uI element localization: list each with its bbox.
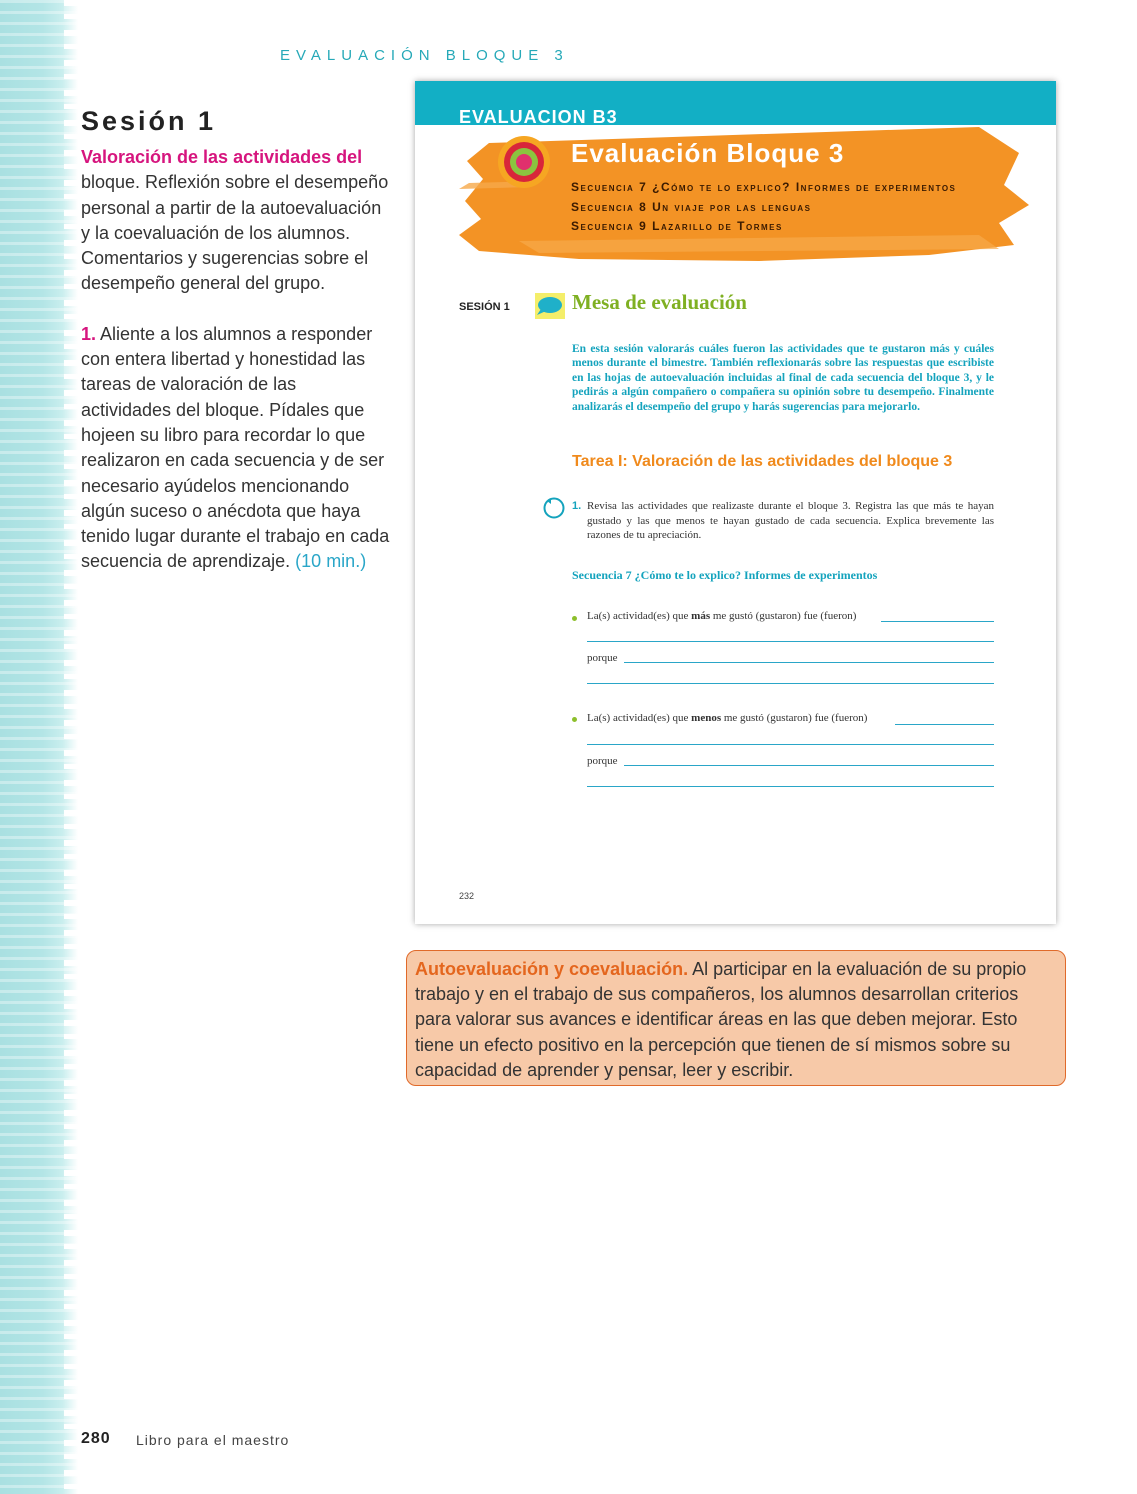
- question-least-liked: [587, 712, 867, 724]
- session-description-lead: Valoración de las actividades del: [81, 147, 363, 167]
- session-description: [81, 145, 391, 297]
- page-number: 280: [81, 1430, 111, 1447]
- answer-line[interactable]: [587, 641, 994, 642]
- bullet: [572, 616, 577, 621]
- answer-line[interactable]: [895, 724, 994, 725]
- bloque-title: Evaluación Bloque 3: [571, 138, 845, 168]
- instruction-text: Aliente a los alumnos a responder con entera libertad y honestidad las tareas de valoración de las actividades del bloque. Pídales que hojeen su libro para recordar lo que realizaron en cada secuencia y de ser necesario ayúdelos mencionando algún suceso o anécdota que haya tenido lugar durante el trabajo en cada secuencia de aprendizaje.: [81, 323, 390, 572]
- student-page-thumbnail: [415, 81, 1056, 924]
- sequence-7-heading: Secuencia 7 ¿Cómo te lo explico? Informes de experimentos: [572, 568, 878, 582]
- inset-page-number: 232: [459, 891, 475, 901]
- session-title: Sesión 1: [81, 106, 217, 136]
- question-text: me gustó (gustaron) fue (fueron): [723, 712, 868, 724]
- answer-line[interactable]: [881, 621, 994, 622]
- question-text: La(s) actividad(es) que: [587, 712, 689, 724]
- sequence-8-title: Secuencia 8 Un viaje por las lenguas: [571, 200, 812, 214]
- activity-circle-icon: [543, 497, 565, 519]
- running-head: EVALUACIÓN BLOQUE 3: [280, 47, 569, 64]
- mesa-title: Mesa de evaluación: [572, 290, 747, 314]
- target-icon: [497, 135, 551, 189]
- session-description-text: bloque. Reflexión sobre el desempeño personal a partir de la autoevaluación y la coevaluación de los alumnos. Comentarios y sugerencias sobre el desempeño general del grupo.: [81, 172, 389, 294]
- item-text: Revisa las actividades que realizaste durante el bloque 3. Registra las que más te hayan gustado y las que menos te hayan gustado de cada secuencia. Explica brevemente las razones de tu apreciación.: [587, 500, 994, 541]
- question-most-liked: [587, 610, 856, 622]
- answer-line[interactable]: [587, 683, 994, 684]
- book-title: Libro para el maestro: [136, 1432, 290, 1448]
- session-label: SESIÓN 1: [459, 301, 510, 313]
- note-text: Al participar en la evaluación de su propio trabajo y en el trabajo de sus compañeros, los alumnos desarrollan criterios para valorar sus avances e identificar áreas en las que deben mejorar. Esto tiene un efecto positivo en la percepción que tienen de sí mismos sobre su capacidad de aprender y pensar, leer y escribir.: [415, 959, 1027, 1080]
- answer-line[interactable]: [587, 744, 994, 745]
- inset-band-title: EVALUACION B3: [459, 107, 618, 127]
- teacher-notes-column: [81, 106, 391, 575]
- task-title: Tarea I: Valoración de las actividades del bloque 3: [572, 453, 953, 470]
- question-text: La(s) actividad(es) que: [587, 610, 689, 622]
- instruction-1: [81, 322, 391, 575]
- question-emphasis: menos: [691, 712, 722, 724]
- question-emphasis: más: [691, 610, 711, 622]
- porque-label: porque: [587, 652, 618, 664]
- answer-line[interactable]: [624, 662, 994, 663]
- answer-line[interactable]: [587, 786, 994, 787]
- session-intro: En esta sesión valorarás cuáles fueron las actividades que te gustaron más y cuáles menos durante el bimestre. También reflexionarás sobre las respuestas que escribiste en las hojas de autoevaluación incluidas al final de cada secuencia del bloque 3, y le pedirás a algún compañero o compañera su opinión sobre tu desempeño. Finalmente analizarás el desempeño del grupo y harás sugerencias para mejorarlo.: [572, 343, 994, 413]
- bullet: [572, 717, 577, 722]
- decorative-brush-strip: [0, 0, 78, 1494]
- speech-bubble-icon: [533, 291, 567, 321]
- note-heading: Autoevaluación y coevaluación.: [415, 959, 689, 979]
- answer-line[interactable]: [624, 765, 994, 766]
- porque-label: porque: [587, 755, 618, 767]
- sequence-9-title: Secuencia 9 Lazarillo de Tormes: [571, 219, 783, 233]
- didactic-note-box: [406, 950, 1066, 1086]
- item-number: 1.: [572, 500, 582, 512]
- instruction-number: 1.: [81, 323, 97, 344]
- instruction-time: (10 min.): [295, 551, 367, 572]
- question-text: me gustó (gustaron) fue (fueron): [712, 610, 857, 622]
- sequence-7-title: Secuencia 7 ¿Cómo te lo explico? Informes de experimentos: [571, 180, 957, 194]
